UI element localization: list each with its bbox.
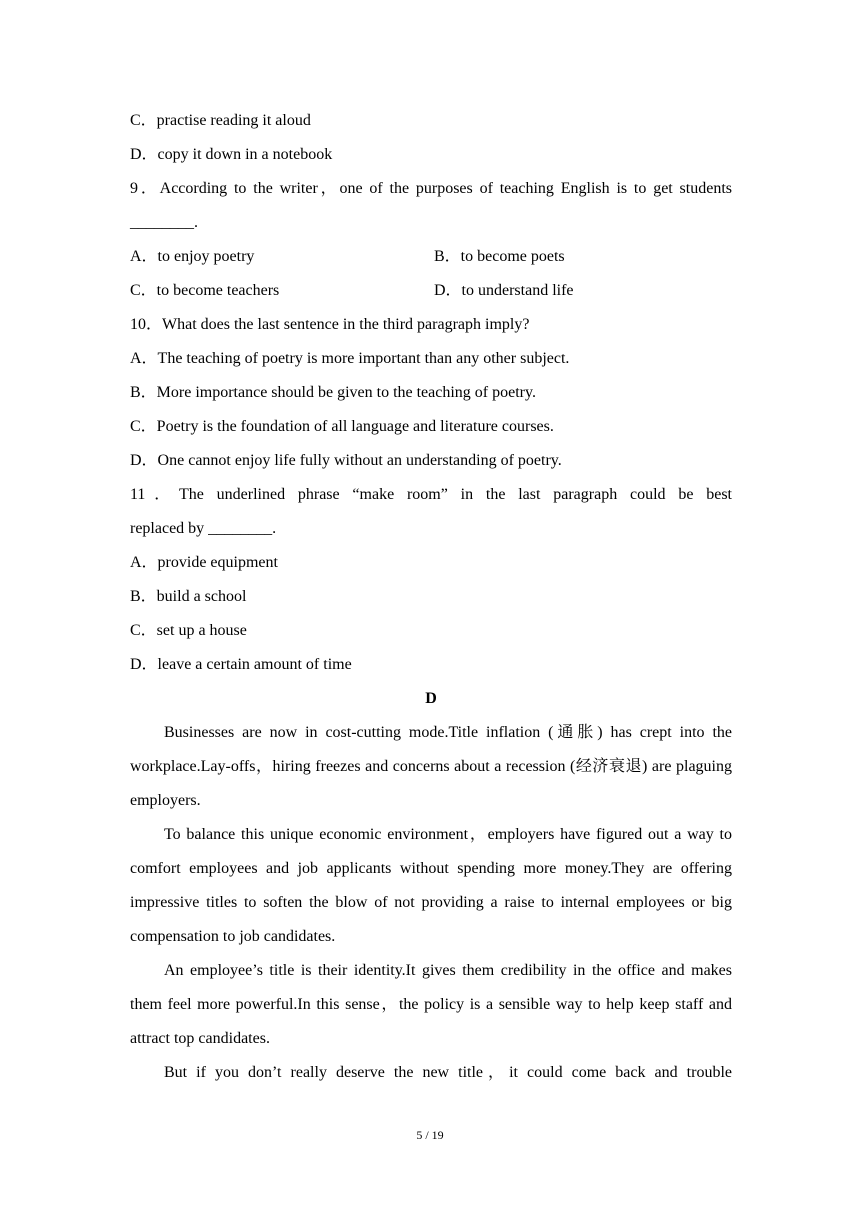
passage-d-paragraph-2: To balance this unique economic environment，employers have figured out a way to comfort employees and job applicants without spending more money.They are offering impressive titles to soften the blow of not providing a raise to internal employees or big compensation to job candidates.	[130, 826, 733, 945]
q11-stem: 11．The underlined phrase “make room” in the last paragraph could be best	[130, 486, 732, 503]
q9-options-row-1	[130, 240, 732, 274]
q11-stem-blank: replaced by ________.	[130, 520, 277, 537]
q10-option-d: D．One cannot enjoy life fully without an understanding of poetry.	[130, 452, 562, 469]
q9-option-c: C．to become teachers	[130, 282, 280, 299]
q11-option-a: A．provide equipment	[130, 554, 278, 571]
passage-d-heading: D	[425, 690, 437, 707]
q10-option-c: C．Poetry is the foundation of all language and literature courses.	[130, 418, 554, 435]
q8-option-c: C．practise reading it aloud	[130, 112, 311, 129]
page-content	[130, 104, 732, 1090]
q11-option-c: C．set up a house	[130, 622, 247, 639]
q9-option-d: D．to understand life	[434, 282, 574, 299]
q11-option-b: B．build a school	[130, 588, 247, 605]
passage-d-paragraph-1: Businesses are now in cost-cutting mode.Title inflation (通胀) has crept into the workplace.Lay-offs，hiring freezes and concerns about a recession (经济衰退) are plaguing employers.	[130, 724, 732, 809]
q9-options-row-2	[130, 274, 732, 308]
q10-option-a: A．The teaching of poetry is more important than any other subject.	[130, 350, 570, 367]
page-number: 5 / 19	[416, 1128, 444, 1142]
q10-stem: 10．What does the last sentence in the third paragraph imply?	[130, 316, 530, 333]
q9-option-a: A．to enjoy poetry	[130, 248, 255, 265]
q8-option-d: D．copy it down in a notebook	[130, 146, 333, 163]
q9-stem-blank: ________.	[130, 214, 198, 231]
q9-stem: 9．According to the writer，one of the purposes of teaching English is to get students	[130, 180, 733, 197]
passage-d-paragraph-4: But if you don’t really deserve the new title，it could come back and trouble	[164, 1064, 732, 1081]
q10-option-b: B．More importance should be given to the teaching of poetry.	[130, 384, 536, 401]
passage-d-paragraph-3: An employee’s title is their identity.It gives them credibility in the office and makes them feel more powerful.In this sense，the policy is a sensible way to help keep staff and attract top candidates.	[130, 962, 733, 1047]
q11-option-d: D．leave a certain amount of time	[130, 656, 352, 673]
q9-option-b: B．to become poets	[434, 248, 565, 265]
